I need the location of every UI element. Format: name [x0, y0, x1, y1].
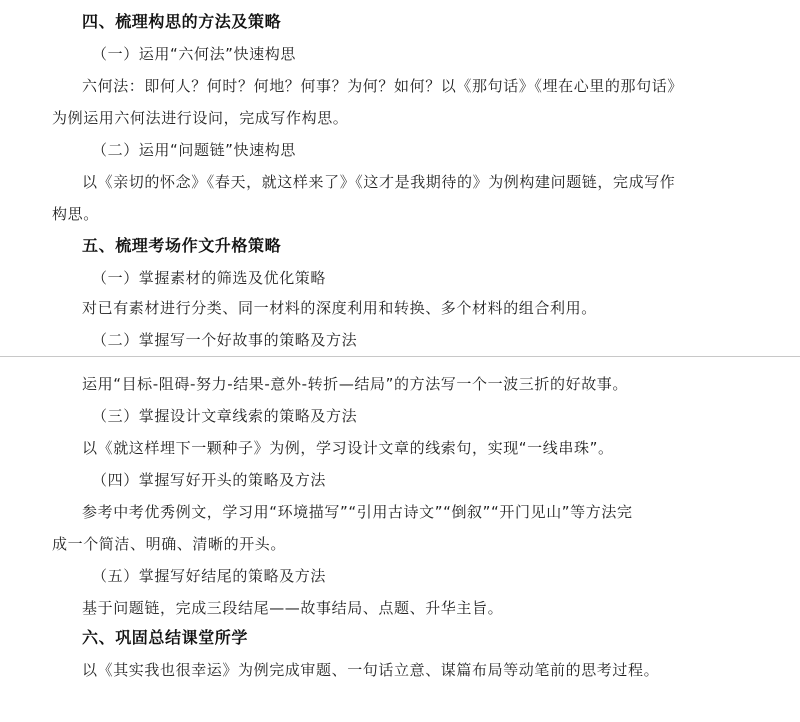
paragraph-line: 以《就这样埋下一颗种子》为例，学习设计文章的线索句，实现“一线串珠”。: [82, 439, 614, 457]
paragraph-line: 以《亲切的怀念》《春天，就这样来了》《这才是我期待的》为例构建问题链，完成写作: [82, 173, 676, 191]
section-heading-4: 四、梳理构思的方法及策略: [82, 12, 282, 31]
section-heading-5: 五、梳理考场作文升格策略: [82, 236, 282, 255]
subheading-4-2: （二）运用“问题链”快速构思: [92, 141, 296, 159]
paragraph-line: 对已有素材进行分类、同一材料的深度利用和转换、多个材料的组合利用。: [82, 299, 597, 317]
page-break-divider: [0, 356, 800, 357]
paragraph-line: 构思。: [52, 205, 99, 223]
paragraph-line: 成一个简洁、明确、清晰的开头。: [52, 535, 287, 553]
subheading-4-1: （一）运用“六何法”快速构思: [92, 45, 296, 63]
section-heading-6: 六、巩固总结课堂所学: [82, 628, 249, 647]
paragraph-line: 以《其实我也很幸运》为例完成审题、一句话立意、谋篇布局等动笔前的思考过程。: [82, 661, 660, 679]
subheading-5-4: （四）掌握写好开头的策略及方法: [92, 471, 327, 489]
paragraph-line: 运用“目标-阻碍-努力-结果-意外-转折—结局”的方法写一个一波三折的好故事。: [82, 375, 629, 393]
paragraph-line: 参考中考优秀例文，学习用“环境描写”“引用古诗文”“倒叙”“开门见山”等方法完: [82, 503, 633, 521]
paragraph-line: 六何法：即何人？何时？何地？何事？为何？如何？以《那句话》《埋在心里的那句话》: [82, 77, 683, 95]
subheading-5-5: （五）掌握写好结尾的策略及方法: [92, 567, 327, 585]
subheading-5-2: （二）掌握写一个好故事的策略及方法: [92, 331, 358, 349]
paragraph-line: 基于问题链，完成三段结尾——故事结局、点题、升华主旨。: [82, 599, 504, 617]
subheading-5-1: （一）掌握素材的筛选及优化策略: [92, 269, 327, 287]
subheading-5-3: （三）掌握设计文章线索的策略及方法: [92, 407, 358, 425]
paragraph-line: 为例运用六何法进行设问，完成写作构思。: [52, 109, 349, 127]
